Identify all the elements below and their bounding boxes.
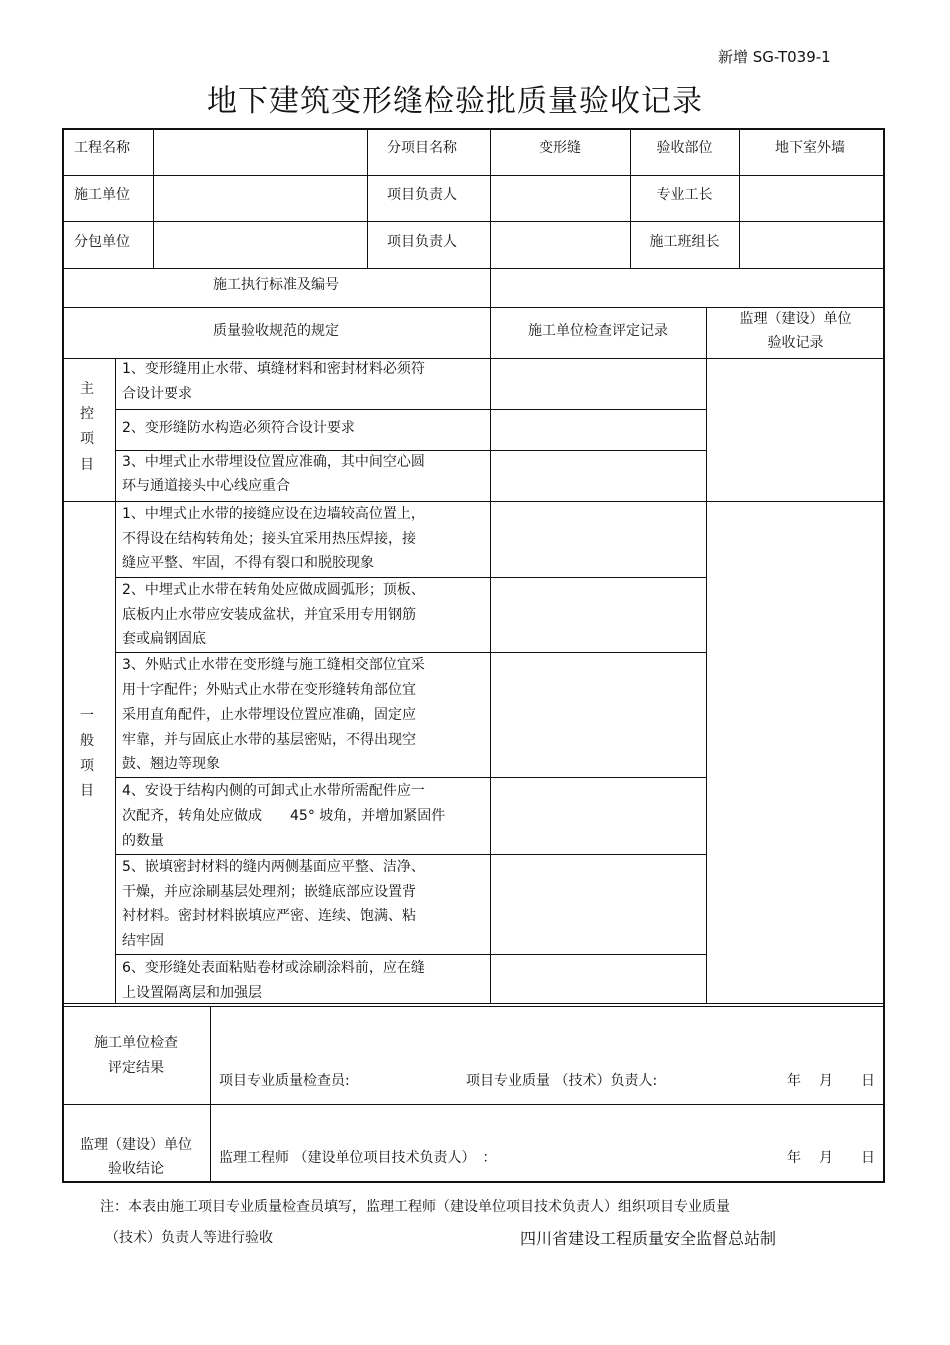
supervision-header-line2: 验收记录 [767,335,824,351]
general-item-5-line: 衬材料。密封材料嵌填应严密、连续、饱满、粘 [122,908,416,924]
main-items-label-char: 项 [80,431,94,447]
general-item-1-line: 1、中埋式止水带的接缝应设在边墙较高位置上， [122,506,425,522]
main-items-label-char: 控 [80,406,94,422]
general-item-1-line: 不得设在结构转角处；接头宜采用热压焊接，接 [122,531,416,547]
general-item-6-line: 6、变形缝处表面粘贴卷材或涂刷涂料前，应在缝 [122,960,425,976]
main-items-label-char: 主 [80,381,94,397]
general-item-3-line: 用十字配件；外贴式止水带在变形缝转角部位宜 [122,682,416,698]
general-item-3-line: 鼓、翘边等现象 [122,756,220,772]
acceptance-part-value: 地下室外墙 [775,140,845,156]
construction-record-header: 施工单位检查评定记录 [528,323,668,339]
footer-note-line2: （技术）负责人等进行验收 [105,1230,273,1246]
general-item-3-line: 3、外贴式止水带在变形缝与施工缝相交部位宜采 [122,657,425,673]
general-items-label-char: 项 [80,758,94,774]
project-name-label: 工程名称 [74,140,130,156]
conclusion-day: 日 [861,1150,875,1166]
general-item-3-line: 牢靠，并与固底止水带的基层密贴，不得出现空 [122,732,416,748]
main-item-2-line: 2、变形缝防水构造必须符合设计要求 [122,420,355,436]
general-item-2-line: 套或扁钢固底 [122,631,206,647]
main-items-label-char: 目 [80,457,94,473]
general-item-5-line: 结牢固 [122,933,164,949]
general-item-3-line: 采用直角配件，止水带埋设位置应准确，固定应 [122,707,416,723]
team-leader-label: 施工班组长 [649,234,720,250]
main-item-1-line: 合设计要求 [122,386,192,402]
general-items-label-char: 般 [80,733,94,749]
tech-lead-label: 项目专业质量 （技术）负责人: [466,1073,658,1089]
general-item-2-line: 2、中埋式止水带在转角处应做成圆弧形；顶板、 [122,582,425,598]
conclusion-label-line1: 监理（建设）单位 [80,1137,192,1153]
result-day: 日 [861,1073,875,1089]
supervision-header-line1: 监理（建设）单位 [739,311,852,327]
sub-item-value: 变形缝 [539,140,581,156]
project-manager-label: 项目负责人 [387,187,457,203]
project-manager2-label: 项目负责人 [387,234,457,250]
issuing-authority: 四川省建设工程质量安全监督总站制 [520,1229,777,1248]
spec-header: 质量验收规范的规定 [213,323,339,339]
general-items-label-char: 目 [80,783,94,799]
result-label-line1: 施工单位检查 [94,1035,178,1051]
general-item-6-line: 上设置隔离层和加强层 [122,985,262,1001]
standard-label: 施工执行标准及编号 [213,277,339,293]
quality-inspector-label: 项目专业质量检查员: [219,1073,350,1089]
result-label-line2: 评定结果 [108,1060,164,1076]
general-item-2-line: 底板内止水带应安装成盆状，并宜采用专用钢筋 [122,607,416,623]
main-item-3-line: 环与通道接头中心线应重合 [122,478,290,494]
main-item-1-line: 1、变形缝用止水带、填缝材料和密封材料必须符 [122,361,425,377]
construction-unit-label: 施工单位 [74,187,130,203]
foreman-label: 专业工长 [656,187,713,203]
main-item-3-line: 3、中埋式止水带埋设位置应准确，其中间空心圆 [122,454,425,470]
result-year: 年 [787,1073,801,1089]
general-item-4-line: 次配齐，转角处应做成 45° 坡角，并增加紧固件 [122,808,446,824]
sub-item-label: 分项目名称 [387,140,457,156]
footer-note-line1: 注：本表由施工项目专业质量检查员填写，监理工程师（建设单位项目技术负责人）组织项目专业质量 [100,1199,730,1215]
result-month: 月 [819,1073,833,1089]
form-title: 地下建筑变形缝检验批质量验收记录 [207,84,703,119]
conclusion-month: 月 [819,1150,833,1166]
acceptance-part-label: 验收部位 [656,140,713,156]
supervising-engineer-label: 监理工程师 （建设单位项目技术负责人） ： [219,1150,497,1166]
general-item-4-line: 的数量 [122,833,164,849]
conclusion-year: 年 [787,1150,801,1166]
general-item-4-line: 4、安设于结构内侧的可卸式止水带所需配件应一 [122,783,425,799]
general-item-1-line: 缝应平整、牢固，不得有裂口和脱胶现象 [122,555,374,571]
general-item-5-line: 干燥，并应涂刷基层处理剂；嵌缝底部应设置背 [122,884,416,900]
general-items-label-char: 一 [80,708,94,724]
general-item-5-line: 5、嵌填密封材料的缝内两侧基面应平整、洁净、 [122,859,425,875]
form-code: 新增 SG-T039-1 [718,48,831,66]
conclusion-label-line2: 验收结论 [108,1161,164,1177]
subcontractor-label: 分包单位 [74,234,130,250]
